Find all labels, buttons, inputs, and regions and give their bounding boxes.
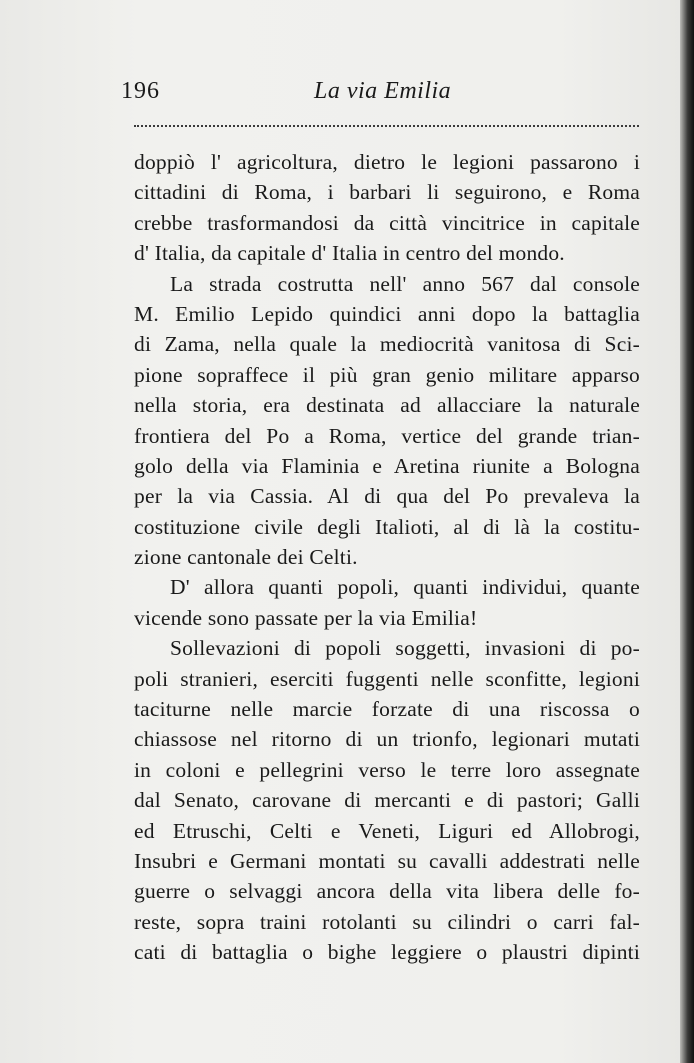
text-line: zione cantonale dei Celti.	[134, 545, 358, 570]
text-line: La strada costrutta nell' anno 567 dal console	[170, 271, 640, 296]
text-line: chiassose nel ritorno di un trionfo, legionari mutati	[134, 727, 640, 752]
text-line: guerre o selvaggi ancora della vita libera delle fo-	[134, 879, 640, 904]
text-line: dal Senato, carovane di mercanti e di pastori; Galli	[134, 788, 640, 813]
running-title: La via Emilia	[314, 78, 452, 104]
text-line: poli stranieri, eserciti fuggenti nelle sconfitte, legioni	[134, 666, 640, 691]
text-line: pione sopraffece il più gran genio militare apparso	[134, 362, 640, 387]
text-line: reste, sopra traini rotolanti su cilindri o carri fal-	[134, 909, 640, 934]
page-edge-shadow	[680, 0, 694, 1063]
page-number: 196	[121, 78, 160, 104]
text-line: frontiera del Po a Roma, vertice del grande trian-	[134, 423, 640, 448]
text-line: taciturne nelle marcie forzate di una riscossa o	[134, 697, 640, 722]
text-line: di Zama, nella quale la mediocrità vanitosa di Sci-	[134, 332, 640, 357]
text-line: D' allora quanti popoli, quanti individui, quante	[170, 575, 640, 600]
text-line: vicende sono passate per la via Emilia!	[134, 605, 478, 630]
text-line: nella storia, era destinata ad allacciare la naturale	[134, 393, 640, 418]
header-divider	[134, 125, 639, 127]
text-line: ed Etruschi, Celti e Veneti, Liguri ed Allobrogi,	[134, 818, 640, 843]
body-text	[134, 147, 640, 968]
text-line: cati di battaglia o bighe leggiere o plaustri dipinti	[134, 940, 640, 965]
page-header	[118, 72, 638, 112]
text-line: crebbe trasformandosi da città vincitrice in capitale	[134, 210, 640, 235]
text-line: d' Italia, da capitale d' Italia in centro del mondo.	[134, 241, 565, 266]
text-line: per la via Cassia. Al di qua del Po prevaleva la	[134, 484, 640, 509]
text-line: golo della via Flaminia e Aretina riunite a Bologna	[134, 453, 640, 478]
text-line: Insubri e Germani montati su cavalli addestrati nelle	[134, 848, 640, 873]
text-line: doppiò l' agricoltura, dietro le legioni passarono i	[134, 150, 640, 174]
text-line: M. Emilio Lepido quindici anni dopo la battaglia	[134, 301, 640, 326]
text-line: costituzione civile degli Italioti, al di là la costitu-	[134, 514, 640, 539]
text-line: Sollevazioni di popoli soggetti, invasioni di po-	[170, 636, 640, 661]
text-line: in coloni e pellegrini verso le terre loro assegnate	[134, 757, 640, 782]
text-line: cittadini di Roma, i barbari li seguirono, e Roma	[134, 180, 640, 205]
